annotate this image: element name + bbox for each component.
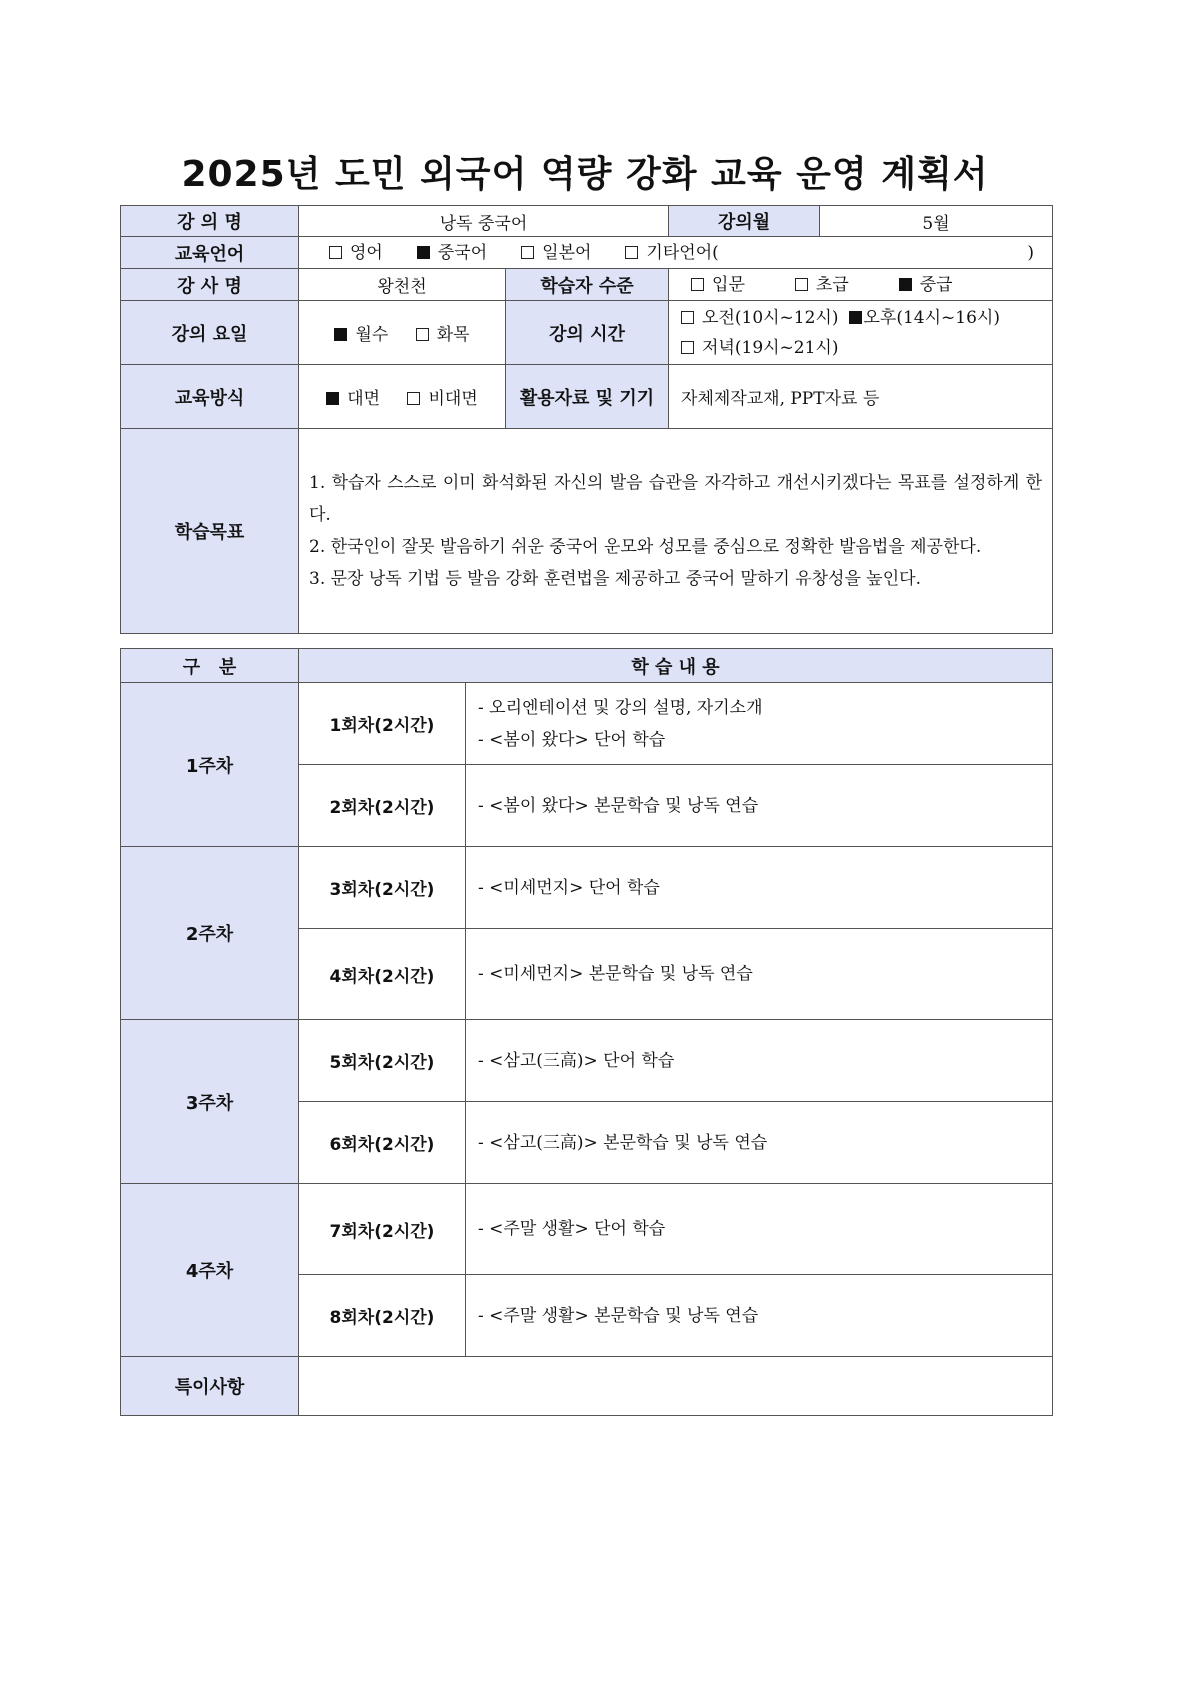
- course-info-table: [120, 205, 1053, 634]
- method-options: [299, 365, 506, 429]
- course-name-value: 낭독 중국어: [299, 206, 669, 237]
- days-options: [299, 301, 506, 365]
- content-line: - 오리엔테이션 및 강의 설명, 자기소개: [478, 697, 763, 718]
- goal-item: 2. 한국인이 잘못 발음하기 쉬운 중국어 운모와 성모를 중심으로 정확한 발음법을 제공한다.: [309, 537, 982, 557]
- time-option-evening[interactable]: [681, 333, 838, 363]
- option-label: 초급: [815, 274, 849, 295]
- time-options: [669, 301, 1053, 365]
- option-label: 영어: [350, 242, 383, 263]
- method-option-online[interactable]: [407, 384, 477, 409]
- language-option-japanese[interactable]: [521, 238, 591, 268]
- session-1-content: [466, 683, 1053, 765]
- checkbox-icon: [329, 246, 342, 259]
- option-label: 대면: [347, 389, 381, 409]
- month-label: 강의월: [669, 206, 820, 237]
- time-row-2: [681, 333, 1044, 363]
- level-checkbox-row: [691, 270, 1044, 300]
- checkbox-icon: [681, 341, 694, 354]
- week-1-label: 1주차: [121, 683, 299, 847]
- content-line: - <주말 생활> 단어 학습: [478, 1219, 666, 1239]
- option-label: 오후(14시~16시): [863, 307, 1000, 328]
- materials-label: 활용자료 및 기기: [506, 365, 669, 429]
- session-2-content: [466, 765, 1053, 847]
- session-5-label: 5회차(2시간): [299, 1020, 466, 1102]
- checkbox-icon: [691, 278, 704, 291]
- session-2-label: 2회차(2시간): [299, 765, 466, 847]
- checkbox-icon: [681, 311, 694, 324]
- option-label: 비대면: [428, 389, 478, 409]
- materials-value: 자체제작교재, PPT자료 등: [669, 365, 1053, 429]
- session-4-label: 4회차(2시간): [299, 929, 466, 1020]
- checkbox-icon: [795, 278, 808, 291]
- content-line: - <봄이 왔다> 단어 학습: [478, 729, 666, 750]
- level-option-elementary[interactable]: [795, 270, 849, 300]
- method-option-in-person[interactable]: [326, 384, 380, 409]
- week-2-label: 2주차: [121, 847, 299, 1020]
- language-option-english[interactable]: [329, 238, 383, 268]
- days-option-tue-thu[interactable]: [416, 320, 470, 345]
- option-label: 입문: [712, 274, 745, 295]
- schedule-table: [120, 648, 1053, 1416]
- goals-content: [299, 429, 1053, 634]
- language-option-other[interactable]: [625, 238, 1044, 268]
- level-option-intermediate[interactable]: [899, 270, 953, 300]
- session-3-label: 3회차(2시간): [299, 847, 466, 929]
- session-8-label: 8회차(2시간): [299, 1275, 466, 1357]
- language-options: [299, 237, 1053, 269]
- option-label: 기타언어(: [646, 242, 719, 263]
- instructor-value: 왕천천: [299, 269, 506, 301]
- content-line: - <미세먼지> 단어 학습: [478, 877, 660, 898]
- content-line: - <삼고(三高)> 단어 학습: [478, 1050, 675, 1071]
- option-label: 월수: [355, 325, 389, 345]
- goals-label: 학습목표: [121, 429, 299, 634]
- checkbox-icon: [407, 392, 420, 405]
- goal-item: 1. 학습자 스스로 이미 화석화된 자신의 발음 습관을 자각하고 개선시키겠다는 목표를 설정하게 한다.: [309, 473, 1043, 525]
- option-label: 화목: [436, 325, 470, 345]
- level-label: 학습자 수준: [506, 269, 669, 301]
- content-line: - <미세먼지> 본문학습 및 낭독 연습: [478, 964, 753, 984]
- language-checkbox-row: [329, 238, 1044, 268]
- checkbox-checked-icon: [899, 278, 912, 291]
- time-label: 강의 시간: [506, 301, 669, 365]
- month-value: 5월: [820, 206, 1053, 237]
- document-title: 2025년 도민 외국어 역량 강화 교육 운영 계획서: [181, 154, 989, 195]
- checkbox-icon: [625, 246, 638, 259]
- level-option-beginner[interactable]: [691, 270, 745, 300]
- time-option-afternoon[interactable]: [849, 303, 1000, 333]
- time-option-morning[interactable]: [681, 303, 838, 333]
- checkbox-checked-icon: [849, 311, 862, 324]
- session-6-content: [466, 1102, 1053, 1184]
- days-option-mon-wed[interactable]: [334, 320, 388, 345]
- option-label: 저녁(19시~21시): [702, 337, 839, 358]
- week-3-label: 3주차: [121, 1020, 299, 1184]
- other-language-close: ): [1027, 242, 1035, 263]
- session-1-label: 1회차(2시간): [299, 683, 466, 765]
- option-label: 오전(10시~12시): [702, 307, 839, 328]
- checkbox-checked-icon: [326, 392, 339, 405]
- instructor-label: 강 사 명: [121, 269, 299, 301]
- checkbox-icon: [521, 246, 534, 259]
- notes-label: 특이사항: [121, 1357, 299, 1416]
- session-5-content: [466, 1020, 1053, 1102]
- option-label: 일본어: [542, 242, 592, 263]
- content-header: 학 습 내 용: [299, 649, 1053, 683]
- session-8-content: [466, 1275, 1053, 1357]
- session-7-label: 7회차(2시간): [299, 1184, 466, 1275]
- content-line: - <봄이 왔다> 본문학습 및 낭독 연습: [478, 795, 759, 816]
- checkbox-checked-icon: [334, 328, 347, 341]
- division-header: 구 분: [121, 649, 299, 683]
- content-line: - <삼고(三高)> 본문학습 및 낭독 연습: [478, 1132, 768, 1153]
- session-3-content: [466, 847, 1053, 929]
- days-label: 강의 요일: [121, 301, 299, 365]
- option-label: 중급: [919, 274, 953, 295]
- goal-item: 3. 문장 낭독 기법 등 발음 강화 훈련법을 제공하고 중국어 말하기 유창성을 높인다.: [309, 569, 921, 589]
- level-options: [669, 269, 1053, 301]
- checkbox-checked-icon: [417, 246, 430, 259]
- session-4-content: [466, 929, 1053, 1020]
- time-row-1: [681, 303, 1044, 333]
- session-6-label: 6회차(2시간): [299, 1102, 466, 1184]
- option-label: 중국어: [437, 242, 488, 263]
- language-label: 교육언어: [121, 237, 299, 269]
- language-option-chinese[interactable]: [417, 238, 487, 268]
- content-line: - <주말 생활> 본문학습 및 낭독 연습: [478, 1305, 759, 1326]
- course-name-label: 강 의 명: [121, 206, 299, 237]
- method-label: 교육방식: [121, 365, 299, 429]
- week-4-label: 4주차: [121, 1184, 299, 1357]
- session-7-content: [466, 1184, 1053, 1275]
- notes-value: [299, 1357, 1053, 1416]
- checkbox-icon: [416, 328, 429, 341]
